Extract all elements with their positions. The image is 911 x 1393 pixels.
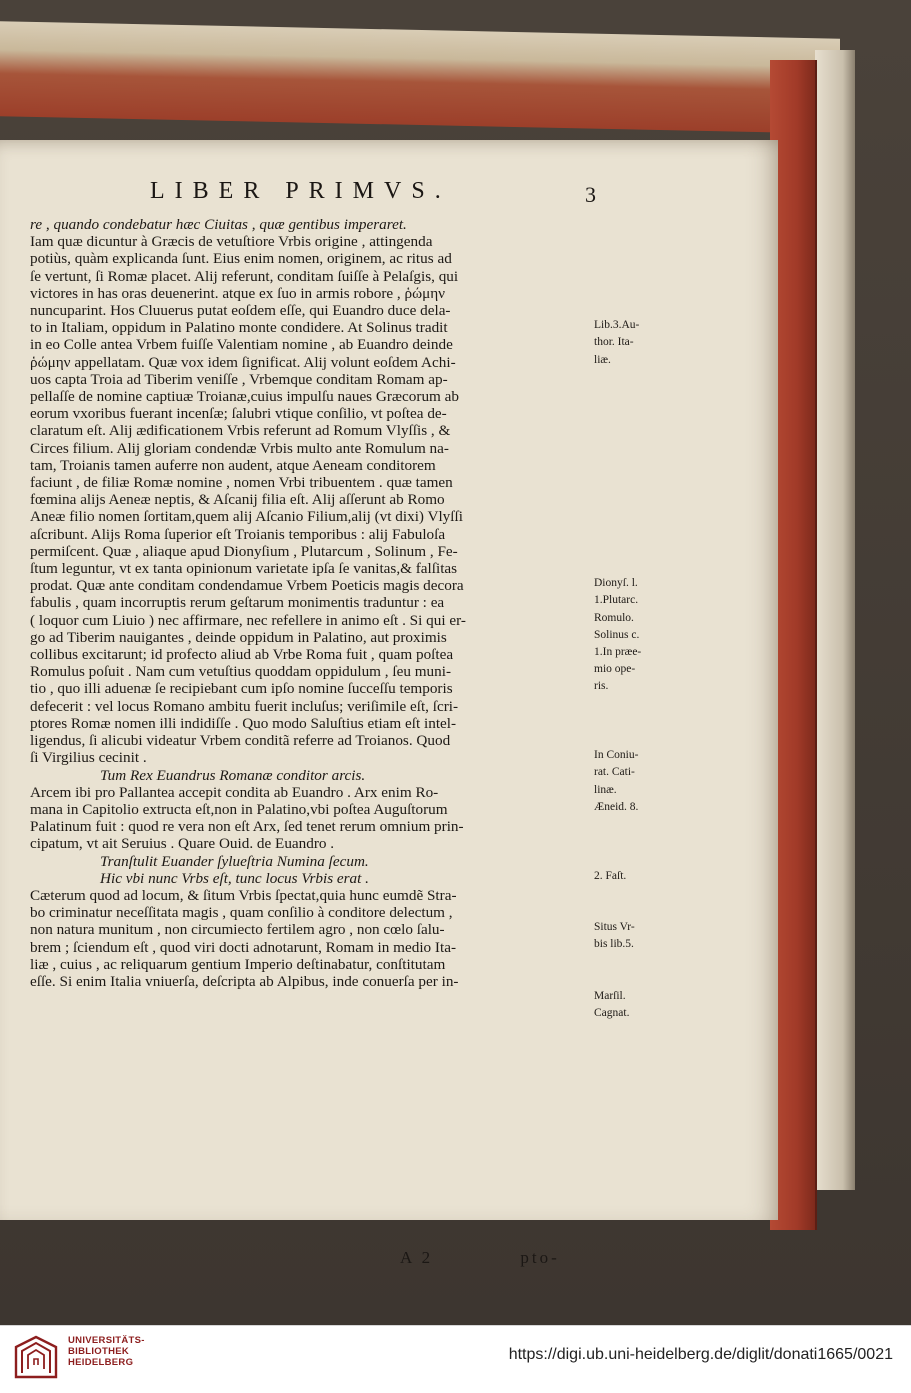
text-line: liæ , cuius , ac reliquarum gentium Imperio deſtinabatur, conſtitutam xyxy=(30,955,446,973)
text-line: to in Italiam, oppidum in Palatino monte condidere. At Solinus tradit xyxy=(30,319,448,337)
text-line: uos capta Troia ad Tiberim veniſſe , Vrbemque conditam Romam ap- xyxy=(30,370,448,388)
document-url[interactable]: https://digi.ub.uni-heidelberg.de/diglit/donati1665/0021 xyxy=(508,1346,893,1363)
text-line: Aneæ filio nomen ſortitam,quem alij Aſcanio Filium,alij (vt dixi) Vlyſſi xyxy=(30,508,463,526)
text-line: collibus excitarunt; id profecto aliud ab Vrbe Roma fuit , quam poſtea xyxy=(30,646,454,664)
margin-note: Dionyſ. l. xyxy=(594,577,638,590)
text-line: Arcem ibi pro Pallantea accepit condita ab Euandro . Arx enim Ro- xyxy=(30,783,439,801)
catchword: pto- xyxy=(520,1248,560,1267)
text-line: ῥώμην appellatam. Quæ vox idem ſignificat. Alij volunt eoſdem Achi- xyxy=(30,353,456,371)
text-line: go ad Tiberim nauigantes , deinde oppidum in Palatino, aut proximis xyxy=(30,628,447,646)
margin-note: bis lib.5. xyxy=(594,938,634,951)
text-line: Romulus poſuit . Nam cum vetuſtius quoddam oppidulum , ſeu muni- xyxy=(30,663,452,681)
book-page xyxy=(0,140,778,1267)
text-line: victores in has oras deuenerint. atque ex ſuo in armis robore , ῥώμην xyxy=(30,284,446,302)
book-top-edge xyxy=(0,21,840,134)
text-line: Tum Rex Euandrus Romanæ conditor arcis. xyxy=(100,766,366,784)
text-line: ſtum leguntur, vt ex tanta opinionum varietate ipſa ſe vanitas,& falſitas xyxy=(30,560,458,578)
library-name-line: BIBLIOTHEK xyxy=(68,1346,130,1357)
margin-note: Lib.3.Au- xyxy=(594,319,640,332)
text-line: permiſcent. Quæ , aliaque apud Dionyſium , Plutarcum , Solinum , Fe- xyxy=(30,542,458,560)
margin-note: linæ. xyxy=(594,783,617,796)
margin-note: ris. xyxy=(594,680,609,693)
margin-note: Æneid. 8. xyxy=(594,800,639,813)
text-line: ptores Romæ nomen illi indidiſſe . Quo modo Saluſtius etiam eſt intel- xyxy=(30,714,457,732)
margin-note: 1.Plutarc. xyxy=(594,594,639,607)
text-line: Iam quæ dicuntur à Græcis de vetuſtiore Vrbis origine , attingenda xyxy=(30,233,433,251)
margin-note: mio ope- xyxy=(594,663,636,676)
text-line: non natura munitum , non circumiecto fertilem agro , non cœlo ſalu- xyxy=(30,921,445,939)
margin-note: thor. Ita- xyxy=(594,336,634,349)
text-line: aſcribunt. Alijs Roma ſuperior eſt Troianis temporibus : alij Fabuloſa xyxy=(30,525,446,543)
page-number: 3 xyxy=(585,182,596,207)
text-line: potiùs, quàm explicanda ſunt. Eius enim nomen, originem, ac ritus ad xyxy=(30,250,452,268)
margin-note: Romulo. xyxy=(594,611,634,624)
text-line: ligendus, ſi alicubi videatur Vrbem conditã referre ad Troianos. Quod xyxy=(30,732,451,750)
margin-note: liæ. xyxy=(594,353,611,366)
signature-mark xyxy=(400,1248,600,1268)
text-line: Tranſtulit Euander ſylueſtria Numina ſecum. xyxy=(100,852,369,870)
text-line: nuncuparint. Hos Cluuerus putat eoſdem eſſe, qui Euandro duce dela- xyxy=(30,302,451,320)
text-line: pellaſſe de nomine captiuæ Troianæ,cuius impulſu naues Græcorum ab xyxy=(30,388,459,406)
text-line: claratum eſt. Alij ædificationem Vrbis referunt ad Romum Vlyſſis , & xyxy=(30,422,451,440)
margin-note: Cagnat. xyxy=(594,1007,630,1020)
text-line: prodat. Quæ ante conditam condendamue Vrbem Poeticis magis decora xyxy=(30,577,464,595)
signature-text: A 2 xyxy=(400,1248,434,1267)
book-spine xyxy=(815,50,855,1190)
text-line: Cæterum quod ad locum, & ſitum Vrbis ſpectat,quia hunc eumdẽ Stra- xyxy=(30,886,457,904)
text-line: in eo Colle antea Vrbem fuiſſe Valentiam nomine , ab Euandro deinde xyxy=(30,336,453,354)
text-line: Hic vbi nunc Vrbs eſt, tunc locus Vrbis erat . xyxy=(100,869,369,887)
text-line: brem ; ſciendum eſt , quod viri docti adnotarunt, Romam in medio Ita- xyxy=(30,938,456,956)
text-line: mana in Capitolio extructa eſt,non in Palatino,vbi poſtea Auguſtorum xyxy=(30,800,448,818)
text-line: cipatum, vt ait Seruius . Quare Ouid. de Euandro . xyxy=(30,835,335,853)
text-line: bo criminatur neceſſitata magis , quam conſilio à conditore delectum , xyxy=(30,904,453,922)
margin-note: rat. Cati- xyxy=(594,766,635,779)
margin-note: In Coniu- xyxy=(594,749,639,762)
running-head: LIBER PRIMVS. xyxy=(150,178,451,204)
text-line: ſe vertunt, ſi Romæ placet. Alij referunt, conditam ſuiſſe à Pelaſgis, qui xyxy=(30,267,459,285)
margin-note: Marſil. xyxy=(594,990,626,1002)
text-line: tio , quo illi aduenæ ſe recipiebant cum ipſo nomine ſucceſſu temporis xyxy=(30,680,453,698)
text-line: fœmina alijs Aeneæ neptis, & Aſcanij filia eſt. Alij aſſerunt ab Romo xyxy=(30,491,445,509)
university-seal-icon xyxy=(12,1333,60,1381)
library-name xyxy=(68,1335,145,1368)
text-line: ſi Virgilius cecinit . xyxy=(30,749,147,767)
margin-note: Solinus c. xyxy=(594,628,640,641)
text-line: eorum vxoribus fuerant incenſæ; ſalubri vtique conſilio, vt poſtea de- xyxy=(30,405,447,423)
text-line: re , quando condebatur hæc Ciuitas , quæ gentibus imperaret. xyxy=(30,216,407,233)
body-text xyxy=(30,216,590,990)
text-line: Palatinum fuit : quod re vera non eſt Arx, ſed tenet rerum omnium prin- xyxy=(30,818,464,836)
text-line: defecerit : vel locus Romano ambitu fuerit incluſus; veriſimile eſt, ſcri- xyxy=(30,697,459,715)
text-line: Circes filium. Alij gloriam condendæ Vrbis multo ante Romulum na- xyxy=(30,439,449,457)
library-name-line: HEIDELBERG xyxy=(68,1357,134,1368)
margin-note: 1.In præe- xyxy=(594,646,642,658)
text-line: tam, Troianis tamen auferre non audent, atque Aeneam conditorem xyxy=(30,456,436,474)
text-line: eſſe. Si enim Italia vniuerſa, deſcripta ab Alpibus, inde conuerſa per in- xyxy=(30,972,459,990)
margin-note: 2. Faſt. xyxy=(594,869,627,882)
text-line: fabulis , quam incorruptis rerum geſtarum monimentis traduntur : ea xyxy=(30,594,445,612)
text-line: faciunt , de filiæ Romæ nomine , nomen Vrbi tribuentem . quæ tamen xyxy=(30,474,453,492)
margin-note: Situs Vr- xyxy=(594,921,635,934)
text-line: ( loquor cum Liuio ) nec affirmare, nec refellere in animo eſt . Si qui er- xyxy=(30,611,466,629)
library-name-line: UNIVERSITÄTS- xyxy=(68,1335,145,1346)
